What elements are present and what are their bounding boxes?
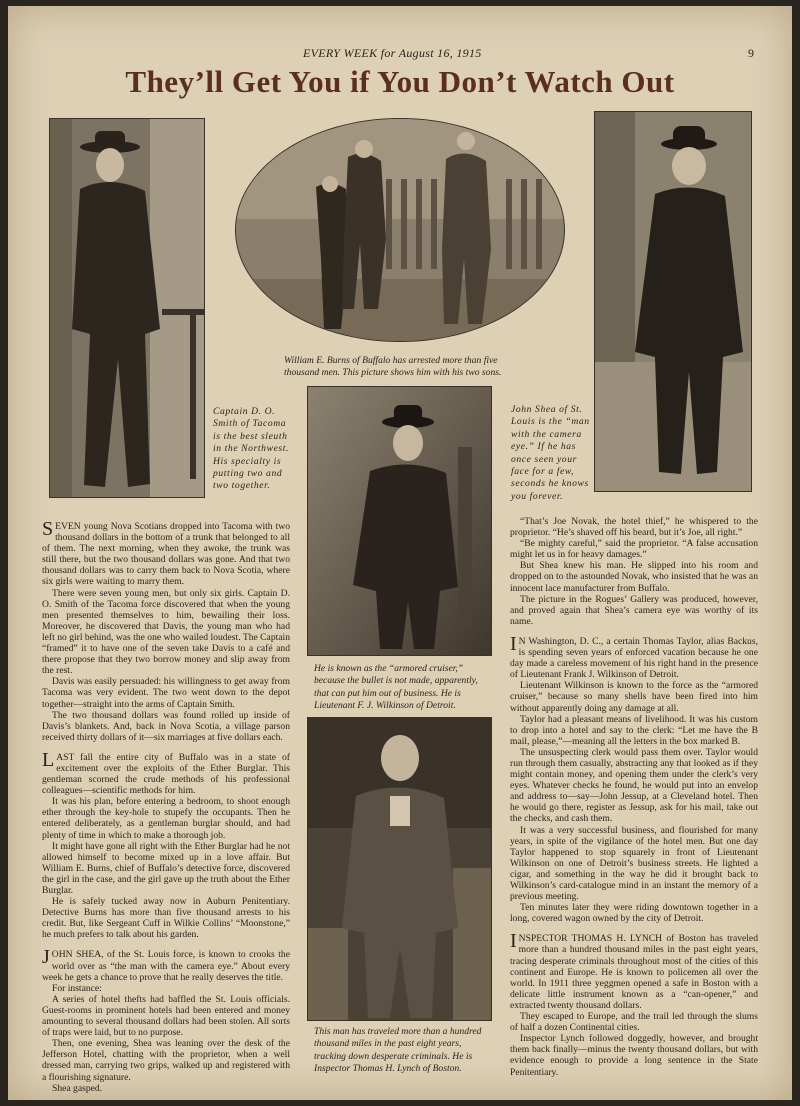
- photo-lynch: [307, 717, 492, 1021]
- drop-cap: J: [42, 946, 50, 969]
- paragraph: It might have gone all right with the Ether Burglar had he not allowed himself to become mixed up in a love affair. But William E. Burns, chief of Buffalo’s detective force, discovered the girl in the case, and the girl gave up the truth about the Ether Burglar.: [42, 840, 290, 896]
- right-text-column: [510, 516, 758, 1078]
- paragraph: The two thousand dollars was found rolled up inside of Davis’s blankets. And, back in Nova Scotia, a village parson received thirty dollars of it—six marriages at five dollars each.: [42, 709, 290, 743]
- paragraph-text: NSPECTOR THOMAS H. LYNCH of Boston has traveled more than a hundred thousand miles in the past eight years, tracing desperate criminals throughout most of the cities of this continent and Europe. He is known to policemen all over the world. In 1911 three yeggmen opened a safe in Boston with a delicate little instrument known as a “can-opener,” and extracted twenty thousand dollars.: [510, 933, 758, 1011]
- photo-burns-and-sons: [235, 118, 565, 342]
- paragraph: Lieutenant Wilkinson is known to the force as the “armored cruiser,” because so many shells have been fired into him without apparently doing any damage at all.: [510, 680, 758, 714]
- paragraph: There were seven young men, but only six girls. Captain D. O. Smith of the Tacoma force discovered that when the young men presented themselves to him, bewailing their loss. Moreover, he discovered that Davis, the young man who had left no girl behind, was the one who wailed loudest. The Captain “framed” it to have one of the seven take Davis to a café and there propose that they two borrow money and slip away from the rest.: [42, 587, 290, 677]
- paragraph: The picture in the Rogues’ Gallery was produced, however, and proved again that Shea’s camera eye was worthy of its name.: [510, 593, 758, 627]
- paragraph: They escaped to Europe, and the trail led through the slums of half a dozen Continental cities.: [510, 1011, 758, 1034]
- story-smith-paragraph: [42, 518, 290, 588]
- paragraph: It was his plan, before entering a bedroom, to shoot enough ether through the key-hole to stupefy the occupants. Then he entered deliberately, as a gentleman burglar should, and had plenty of time in which to make a thorough job.: [42, 796, 290, 841]
- headline: They’ll Get You if You Don’t Watch Out: [125, 64, 675, 99]
- paragraph: Taylor had a pleasant means of livelihood. It was his custom to drop into a hotel and say to the clerk: “Let me have the B mail, please,”—meaning all the letters in the box marked B.: [510, 713, 758, 747]
- story-lynch-paragraph: [510, 930, 758, 1011]
- paragraph: Then, one evening, Shea was leaning over the desk of the Jefferson Hotel, chatting with the proprietor, when a well dressed man, carrying two grips, walked up and registered with a flourishing signature.: [42, 1038, 290, 1083]
- paragraph: A series of hotel thefts had baffled the St. Louis officials. Guest-rooms in prominent hotels had been entered and money amounting to several thousand dollars had been stolen. All sorts of traps were laid, but to no purpose.: [42, 993, 290, 1039]
- paragraph: Davis was easily persuaded: his willingness to get away from Tacoma was very evident. The two went down to the depot together—straight into the arms of Captain Smith.: [42, 676, 290, 710]
- photo-wilkinson: [307, 386, 492, 656]
- paragraph: “Be mighty careful,” said the proprietor. “A false accusation might let us in for heavy damages.”: [510, 538, 758, 561]
- paragraph-text: OHN SHEA, of the St. Louis force, is known to crooks the world over as “the man with the camera eye.” About every week he gets a chance to prove that he really deserves the title.: [42, 949, 290, 983]
- caption-lynch: This man has traveled more than a hundred thousand miles in the past eight years, tracking down desperate criminals. He is Inspector Thomas H. Lynch of Boston.: [314, 1026, 482, 1075]
- paragraph: The unsuspecting clerk would pass them over. Taylor would run through them casually, abstracting any that looked as if they might contain money, and opening them under the clerk’s very eyes. Whatever checks he found, he would put into an envelop and address to—say—John Jessup, at a Cleveland hotel. Then he would go there, register as Jessup, ask for his mail, take out the checks, and cash them.: [510, 746, 758, 825]
- paragraph-text: EVEN young Nova Scotians dropped into Tacoma with two thousand dollars in the bottom of a trunk that belonged to all of them. The next morning, when they awoke, the trunk was still there, but the two thousand dollars was gone. And that two thousand dollars was to carry them back to Nova Scotia, where six girls were waiting to marry them.: [42, 521, 290, 588]
- paragraph-text: AST fall the entire city of Buffalo was in a state of excitement over the exploits of the Ether Burglar. This gentleman scorned the crude methods of his professional colleagues—scientific methods for him.: [42, 751, 290, 797]
- left-text-column: [42, 518, 290, 1094]
- drop-cap: I: [510, 632, 517, 655]
- paragraph: But Shea knew his man. He slipped into his room and dropped on to the astounded Novak, who insisted that he was an innocent lace manufacturer from Buffalo.: [510, 560, 758, 594]
- paragraph: “That’s Joe Novak, the hotel thief,” he whispered to the proprietor. “He’s shaved off his beard, but it’s Joe, all right.”: [510, 516, 758, 539]
- drop-cap: L: [42, 748, 55, 771]
- photo-john-shea: [594, 111, 752, 492]
- paragraph: For instance:: [52, 982, 102, 994]
- photo-captain-smith: [49, 118, 205, 498]
- caption-shea: John Shea of St. Louis is the “man with the camera eye.” If he has once seen your face for a few, seconds he knows you forever.: [511, 404, 590, 502]
- caption-burns: William E. Burns of Buffalo has arrested more than five thousand men. This picture shows him with his two sons.: [284, 355, 502, 379]
- caption-wilkinson: He is known as the “armored cruiser,” because the bullet is not made, apparently, that can put him out of business. He is Lieutenant F. J. Wilkinson of Detroit.: [314, 663, 478, 712]
- paragraph: Ten minutes later they were riding downtown together in a long, covered wagon owned by the city of Detroit.: [510, 902, 758, 925]
- magazine-page: [8, 6, 792, 1100]
- running-head: EVERY WEEK for August 16, 1915: [303, 46, 482, 60]
- story-shea-paragraph: [42, 946, 290, 983]
- story-burns-paragraph: [42, 748, 290, 797]
- paragraph: Inspector Lynch followed doggedly, however, and brought them back finally—minus the twenty thousand dollars, but with evidence enough to provide a long sentence in the State Penitentiary.: [510, 1033, 758, 1078]
- paragraph: Shea gasped.: [52, 1082, 103, 1094]
- page-number: 9: [748, 46, 754, 60]
- drop-cap: I: [510, 930, 517, 953]
- paragraph: He is safely tucked away now in Auburn Penitentiary. Detective Burns has more than five thousand arrests to his credit. But, like Sergeant Cuff in Wilkie Collins’ “Moonstone,” he much prefers to talk about his garden.: [42, 896, 290, 941]
- caption-smith: Captain D. O. Smith of Tacoma is the best sleuth in the Northwest. His specialty is putting two and two together.: [213, 406, 290, 492]
- paragraph-text: N Washington, D. C., a certain Thomas Taylor, alias Backus, is spending seven years of enforced vacation because he one day made a careless movement of his right hand in the presence of Lieutenant Frank J. Wilkinson of Detroit.: [510, 635, 758, 681]
- paragraph: It was a very successful business, and flourished for many years, in spite of the vigilance of the hotel men. But one day Taylor happened to stop squarely in front of Lieutenant Wilkinson on one of Detroit’s business streets. He lighted a cigar, and something in the way he did it brought back to Wilkinson’s card-catalogue mind in an instant the memory of a previous meeting.: [510, 824, 758, 903]
- drop-cap: S: [42, 518, 54, 540]
- story-wilkinson-paragraph: [510, 632, 758, 681]
